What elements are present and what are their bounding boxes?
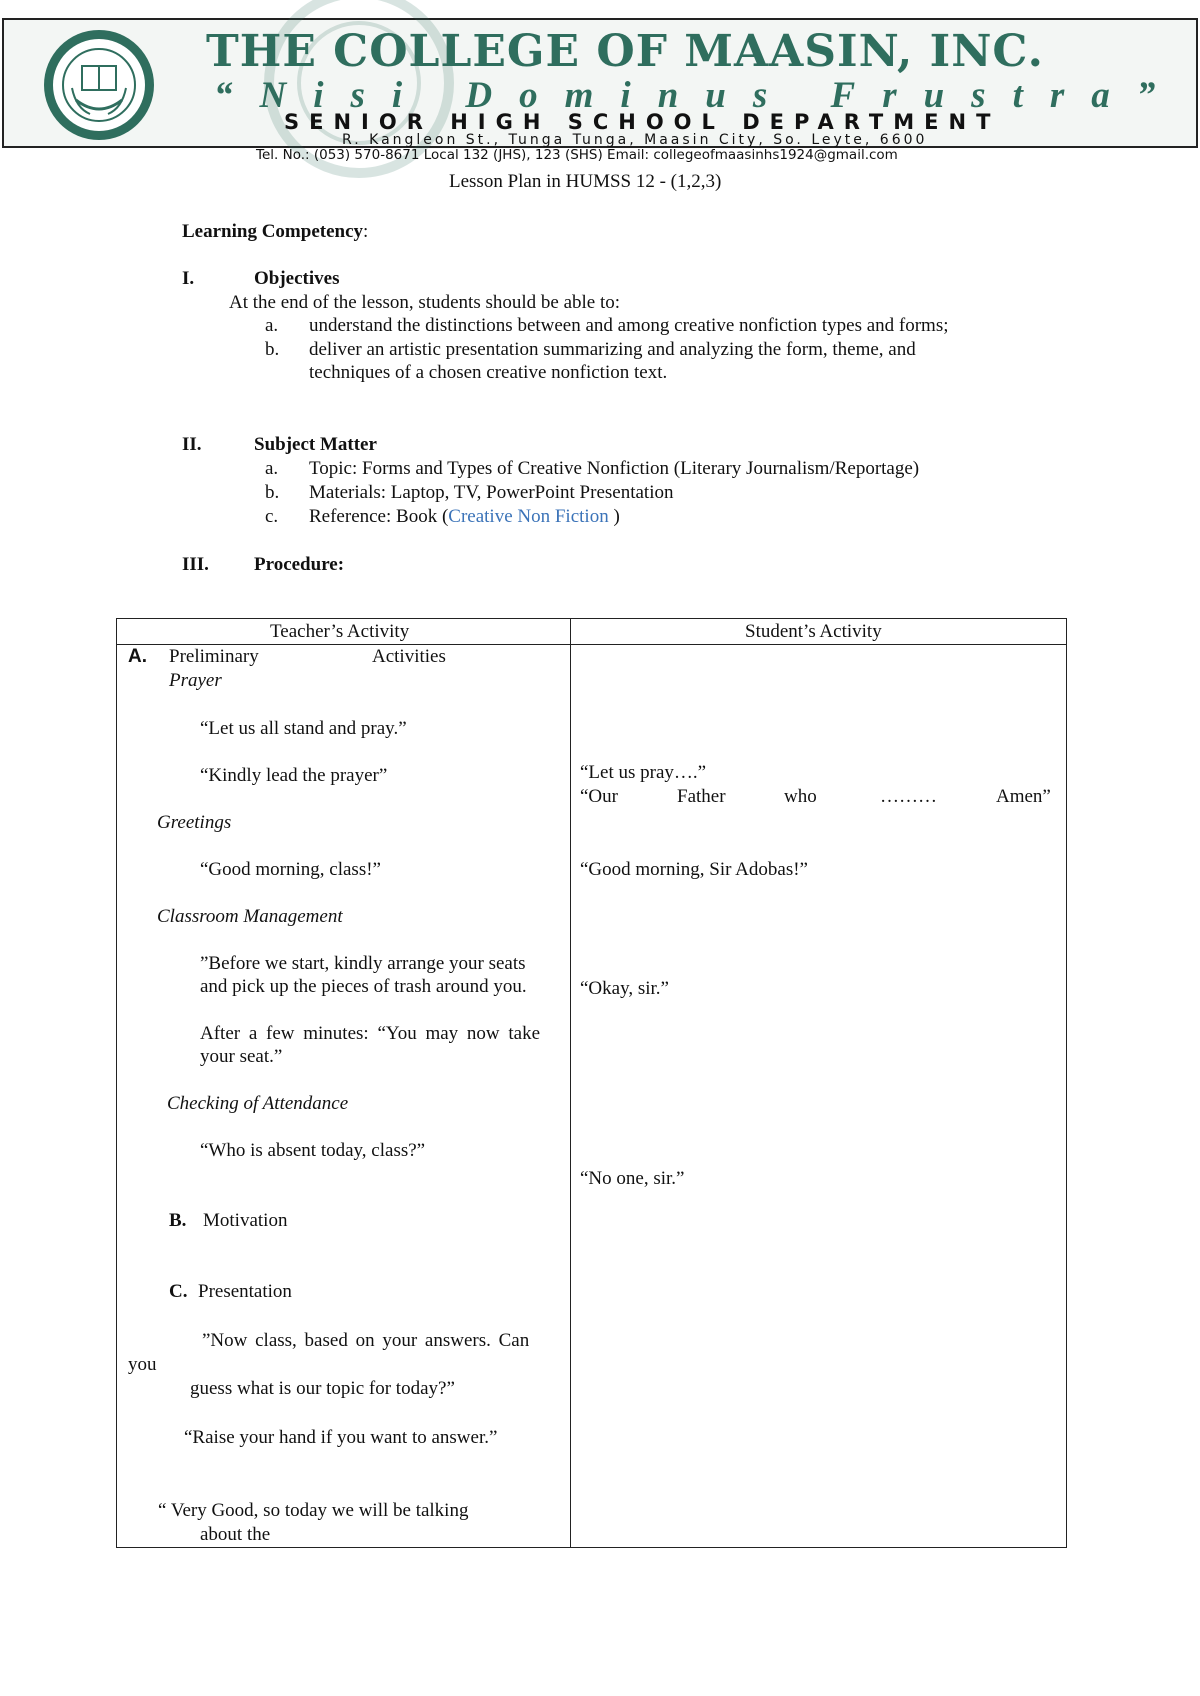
lesson-plan-title: Lesson Plan in HUMSS 12 - (1,2,3) [449,171,722,192]
prayer-subheading: Prayer [169,670,222,691]
reference-link[interactable]: Creative Non Fiction [448,506,609,527]
teacher-line: “Good morning, class!” [200,859,381,880]
teacher-line: ”Now class, based on your answers. Can [202,1330,530,1351]
section-a-marker: A. [128,646,147,667]
teacher-line: “Raise your hand if you want to answer.” [184,1427,498,1448]
student-line: “Good morning, Sir Adobas!” [580,859,808,880]
student-activity-header: Student’s Activity [745,621,882,642]
student-line: “Okay, sir.” [580,978,669,999]
teacher-line: “Who is absent today, class?” [200,1140,426,1161]
teacher-line: ”Before we start, kindly arrange your seats [200,953,526,974]
presentation-heading: Presentation [198,1281,292,1302]
teacher-line: you [128,1354,157,1375]
objective-item-continued: techniques of a chosen creative nonfiction text. [309,362,668,383]
student-line-amen: Amen” [996,786,1051,807]
reference-suffix: ) [608,506,620,527]
classroom-management-subheading: Classroom Management [157,906,343,927]
college-address: R. Kangleon St., Tunga Tunga, Maasin City, So. Leyte, 6600 [342,132,928,148]
column-divider [570,619,571,1547]
procedure-numeral: III. [182,554,209,575]
objectives-intro: At the end of the lesson, students should be able to: [229,292,621,313]
teacher-line: about the [200,1524,271,1545]
objective-item: understand the distinctions between and among creative nonfiction types and forms; [309,315,949,336]
subject-topic: Topic: Forms and Types of Creative Nonfiction (Literary Journalism/Reportage) [309,458,920,479]
subject-materials: Materials: Laptop, TV, PowerPoint Presentation [309,482,674,503]
objective-marker: a. [265,315,279,336]
college-seal-logo [42,28,156,142]
teacher-line: After a few minutes: “You may now take [200,1023,541,1044]
subject-matter-numeral: II. [182,434,202,455]
subject-matter-heading: Subject Matter [254,434,377,455]
letterhead [2,18,1198,163]
college-contact: Tel. No.: (053) 570-8671 Local 132 (JHS), 123 (SHS) Email: collegeofmaasinhs1924@gmail.com [256,147,898,163]
college-name: THE COLLEGE OF MAASIN, INC. [206,26,1044,77]
student-line: “No one, sir.” [580,1168,685,1189]
subject-marker: a. [265,458,279,479]
competency-colon: : [363,221,369,242]
reference-prefix: Reference: Book ( [309,506,449,527]
objectives-numeral: I. [182,268,195,289]
objective-marker: b. [265,339,280,360]
teacher-line: “Let us all stand and pray.” [200,718,407,739]
teacher-line: your seat.” [200,1046,283,1067]
competency-label: Learning Competency [182,221,364,242]
student-line-ellipsis: ……… [880,786,937,807]
subject-marker: b. [265,482,280,503]
subject-reference [309,506,620,528]
header-divider [117,644,1066,645]
student-line-who: who [784,786,817,807]
activities-word: Activities [372,646,446,667]
student-line: “Let us pray….” [580,762,707,783]
teacher-line: and pick up the pieces of trash around you. [200,976,527,997]
section-b-marker: B. [169,1210,187,1231]
student-line-father: Father [677,786,726,807]
learning-competency [182,221,368,243]
teacher-line: “ Very Good, so today we will be talking [158,1500,469,1521]
department-name: SENIOR HIGH SCHOOL DEPARTMENT [284,110,1001,134]
objective-item: deliver an artistic presentation summarizing and analyzing the form, theme, and [309,339,916,360]
student-line-our: “Our [580,786,618,807]
preliminary-word: Preliminary [169,646,259,667]
motivation-heading: Motivation [203,1210,288,1231]
greetings-subheading: Greetings [157,812,232,833]
teacher-line: guess what is our topic for today?” [190,1378,455,1399]
procedure-table [116,618,1067,1548]
objectives-heading: Objectives [254,268,340,289]
teacher-activity-header: Teacher’s Activity [270,621,410,642]
subject-marker: c. [265,506,279,527]
section-c-marker: C. [169,1281,188,1302]
college-motto: “Nisi Dominus Frustra” [214,75,1183,116]
teacher-line: “Kindly lead the prayer” [200,765,388,786]
attendance-subheading: Checking of Attendance [167,1093,349,1114]
procedure-heading: Procedure: [254,554,345,575]
